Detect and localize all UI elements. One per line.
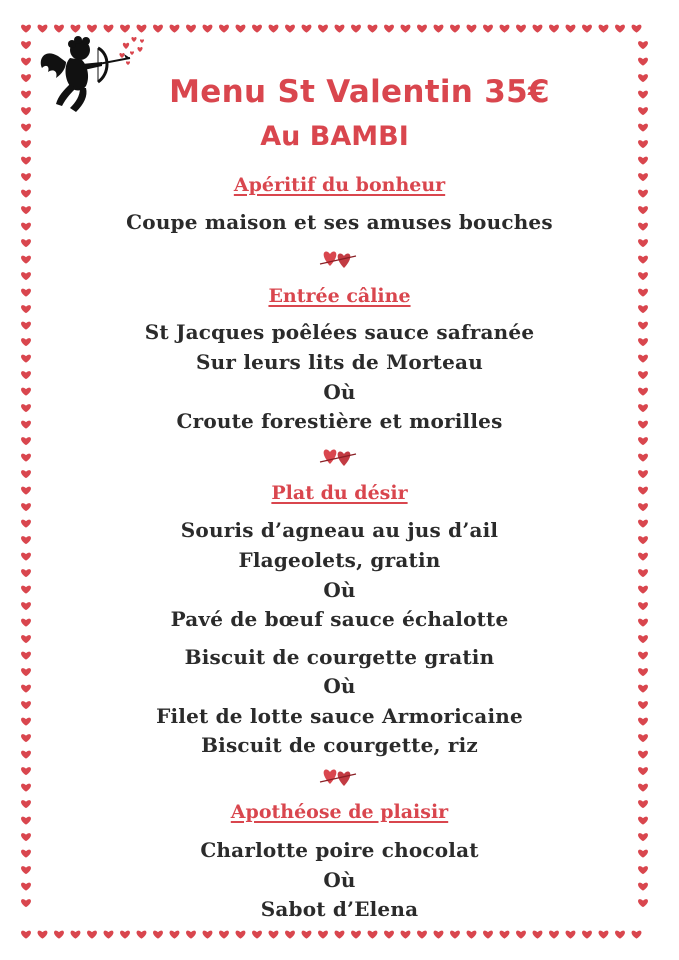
border-heart [21,767,31,775]
border-heart [21,470,31,478]
border-heart [599,25,609,33]
border-heart [170,931,180,939]
border-heart [120,931,130,939]
menu-item: St Jacques poêlées sauce safranée [144,320,535,344]
border-heart [384,25,394,33]
border-heart [21,437,31,445]
border-heart [434,931,444,939]
border-heart [87,25,97,33]
border-heart [384,931,394,939]
border-heart [483,25,493,33]
border-heart [615,25,625,33]
border-heart [401,25,411,33]
border-heart [533,25,543,33]
border-heart [638,272,648,280]
border-heart [21,503,31,511]
border-heart [252,931,262,939]
border-heart [417,931,427,939]
border-heart [467,25,477,33]
border-heart [269,25,279,33]
border-heart [533,931,543,939]
border-heart [638,784,648,792]
border-heart [38,25,48,33]
border-heart [638,437,648,445]
border-heart [632,25,642,33]
border-heart [638,454,648,462]
border-heart [638,58,648,66]
border-heart [236,25,246,33]
border-heart [104,25,114,33]
border-heart [153,25,163,33]
menu-item: Filet de lotte sauce Armoricaine [156,704,523,728]
border-heart [483,931,493,939]
border-heart [335,25,345,33]
section-heading-text: Apothéose de plaisir [230,801,449,823]
menu-item: Charlotte poire chocolat [200,838,479,862]
border-heart [368,25,378,33]
border-heart [335,931,345,939]
menu-item: Coupe maison et ses amuses bouches [126,210,553,234]
border-heart [21,25,31,33]
section-heading-text: Entrée câline [268,285,411,307]
border-heart [351,25,361,33]
border-heart [434,25,444,33]
border-heart [638,470,648,478]
border-heart [21,454,31,462]
section-heading-text: Apéritif du bonheur [233,174,446,196]
section-heading-plat [0,482,679,504]
menu-item-or: Où [323,380,356,404]
border-heart [269,931,279,939]
border-heart [500,931,510,939]
restaurant-name-text: Au BAMBI [260,121,409,152]
menu-item: Sabot d’Elena [260,897,419,921]
border-heart [638,503,648,511]
border-heart [549,931,559,939]
border-heart [549,25,559,33]
border-heart [203,25,213,33]
menu-item: Biscuit de courgette, riz [201,733,478,757]
border-heart [638,157,648,165]
border-heart [417,25,427,33]
border-heart [450,25,460,33]
border-heart [615,931,625,939]
border-heart [638,635,648,643]
border-heart [351,931,361,939]
menu-item-or: Où [323,578,356,602]
border-heart [170,25,180,33]
border-heart [120,25,130,33]
menu-item: Croute forestière et morilles [176,409,503,433]
border-heart [500,25,510,33]
border-heart [71,25,81,33]
menu-item: Pavé de bœuf sauce échalotte [170,607,509,631]
border-heart [516,931,526,939]
border-heart [137,931,147,939]
border-heart [21,256,31,264]
border-heart [38,931,48,939]
border-heart [186,931,196,939]
menu-item: Flageolets, gratin [238,548,441,572]
border-heart [467,931,477,939]
border-heart [21,58,31,66]
double-heart-icon [318,766,358,790]
restaurant-name [0,121,679,152]
border-heart [302,25,312,33]
menu-item-or: Où [323,868,356,892]
border-heart [186,25,196,33]
border-heart [450,931,460,939]
border-heart [236,931,246,939]
border-heart [599,931,609,939]
border-heart [137,25,147,33]
border-heart [285,25,295,33]
border-heart [516,25,526,33]
border-heart [21,157,31,165]
border-heart [252,25,262,33]
border-heart [71,931,81,939]
section-heading-dessert [0,801,679,823]
menu-item: Sur leurs lits de Morteau [196,350,483,374]
border-heart [219,25,229,33]
double-heart-icon [318,446,358,470]
border-heart [401,931,411,939]
border-heart [566,931,576,939]
border-heart [632,931,642,939]
border-heart [21,784,31,792]
menu-item: Souris d’agneau au jus d’ail [180,518,499,542]
menu-item-or: Où [323,674,356,698]
border-heart [638,239,648,247]
border-heart [318,25,328,33]
border-heart [21,239,31,247]
border-heart [153,931,163,939]
border-heart [87,931,97,939]
border-heart [21,635,31,643]
section-heading-entree [0,285,679,307]
menu-item: Biscuit de courgette gratin [184,645,495,669]
border-heart [21,272,31,280]
border-heart [582,931,592,939]
border-heart [302,931,312,939]
border-heart [638,41,648,49]
border-heart [104,931,114,939]
border-heart [21,931,31,939]
border-heart [285,931,295,939]
border-heart [638,767,648,775]
section-heading-text: Plat du désir [271,482,408,504]
border-heart [54,931,64,939]
border-heart [203,931,213,939]
border-heart [318,931,328,939]
border-heart [54,25,64,33]
border-heart [368,931,378,939]
border-heart [566,25,576,33]
border-heart [21,41,31,49]
border-heart [582,25,592,33]
border-heart [638,256,648,264]
border-heart [219,931,229,939]
double-heart-icon [318,248,358,272]
section-heading-aperitif [0,174,679,196]
menu-title: Menu St Valentin 35€ [169,74,550,110]
